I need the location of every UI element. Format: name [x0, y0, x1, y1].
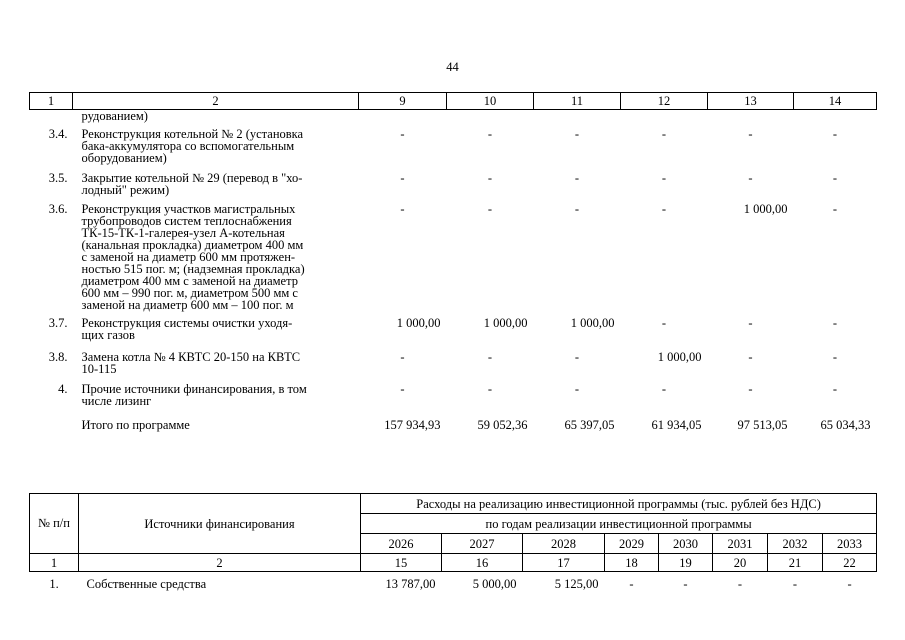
- column-index-cell: 19: [659, 554, 713, 572]
- value-cell: -: [832, 382, 838, 396]
- row-number: 3.5.: [48, 171, 68, 185]
- table-row: [30, 122, 877, 164]
- value-cell: -: [661, 316, 667, 330]
- year-header: 2030: [659, 534, 713, 554]
- value-cell: -: [748, 382, 753, 396]
- description-line: Реконструкция системы очистки уходя-: [81, 316, 293, 330]
- description-line: Прочие источники финансирования, в том: [81, 382, 307, 396]
- value-cell: 1 000,00: [396, 316, 441, 330]
- value-cell: 97 513,05: [737, 418, 788, 432]
- row-number: 3.7.: [48, 316, 68, 330]
- description-line: трубопроводов систем теплоснабжения: [81, 214, 292, 228]
- description-line: числе лизинг: [81, 394, 152, 408]
- description-line: Реконструкция котельной № 2 (установка: [81, 127, 304, 141]
- value-cell: -: [748, 171, 753, 185]
- column-index-cell: 11: [534, 93, 621, 110]
- empty-cell: [359, 110, 877, 123]
- investment-table-continued: [29, 92, 877, 431]
- value-cell: 13 787,00: [385, 577, 436, 591]
- header-row: [30, 494, 877, 514]
- value-cell: -: [661, 382, 667, 396]
- value-cell: -: [487, 127, 493, 141]
- column-header-source: Источники финансирования: [79, 494, 361, 554]
- value-cell: -: [748, 127, 753, 141]
- value-cell: 65 034,33: [820, 418, 871, 432]
- description-line: щих газов: [81, 328, 135, 342]
- description-line: ностью 515 пог. м; (надземная прокладка): [81, 262, 305, 276]
- value-cell: -: [683, 577, 688, 591]
- column-index-cell: 21: [768, 554, 823, 572]
- column-index-cell: 12: [621, 93, 708, 110]
- description-line: Реконструкция участков магистральных: [81, 202, 296, 216]
- group-header: Расходы на реализацию инвестиционной программы (тыс. рублей без НДС): [361, 494, 877, 514]
- description-line: Замена котла № 4 КВТС 20-150 на КВТС: [81, 350, 301, 364]
- value-cell: -: [748, 350, 753, 364]
- value-cell: -: [661, 171, 667, 185]
- table-row: [30, 164, 877, 196]
- value-cell: 5 125,00: [554, 577, 599, 591]
- row-description: Собственные средства: [86, 577, 207, 591]
- table-row: [30, 572, 877, 591]
- value-cell: 157 934,93: [384, 418, 441, 432]
- value-cell: -: [487, 202, 493, 216]
- row-description: [73, 196, 359, 311]
- value-cell: -: [400, 202, 405, 216]
- row-description: [73, 164, 359, 196]
- value-cell: -: [832, 316, 838, 330]
- table-row: [30, 407, 877, 431]
- year-header: 2032: [768, 534, 823, 554]
- row-number: [30, 407, 73, 431]
- value-cell: -: [737, 577, 743, 591]
- value-cell: -: [400, 127, 405, 141]
- value-cell: -: [400, 350, 405, 364]
- value-cell: -: [832, 350, 838, 364]
- column-index-cell: 17: [523, 554, 605, 572]
- row-description: [73, 122, 359, 164]
- value-cell: -: [629, 577, 634, 591]
- description-line: 600 мм – 990 пог. м, диаметром 500 мм с: [81, 286, 298, 300]
- value-cell: -: [400, 382, 405, 396]
- row-number: 4.: [58, 382, 68, 396]
- description-line: 10-115: [81, 362, 117, 376]
- year-header: 2031: [713, 534, 768, 554]
- row-description: [73, 375, 359, 407]
- column-index-cell: 18: [605, 554, 659, 572]
- description-line: (канальная прокладка) диаметром 400 мм: [81, 238, 304, 252]
- value-cell: -: [487, 171, 493, 185]
- column-index-cell: 20: [713, 554, 768, 572]
- row-number: 3.4.: [48, 127, 68, 141]
- page-number: 44: [446, 60, 459, 74]
- value-cell: 1 000,00: [570, 316, 615, 330]
- value-cell: 1 000,00: [657, 350, 702, 364]
- column-index-cell: 13: [708, 93, 794, 110]
- value-cell: -: [832, 202, 838, 216]
- value-cell: 1 000,00: [483, 316, 528, 330]
- row-number: 3.6.: [48, 202, 68, 216]
- value-cell: -: [832, 127, 838, 141]
- value-cell: 1 000,00: [743, 202, 788, 216]
- column-index-cell: 2: [79, 554, 361, 572]
- year-header: 2028: [523, 534, 605, 554]
- year-header: 2026: [361, 534, 442, 554]
- column-index-cell: 9: [359, 93, 447, 110]
- year-header: 2029: [605, 534, 659, 554]
- column-index-cell: 1: [30, 93, 73, 110]
- description-line: Закрытие котельной № 29 (перевод в "хо-: [81, 171, 303, 185]
- value-cell: -: [574, 382, 580, 396]
- row-description: [73, 407, 359, 431]
- value-cell: -: [792, 577, 798, 591]
- description-line: ТК-15-ТК-1-галерея-узел А-котельная: [81, 226, 285, 240]
- column-index-cell: 2: [73, 93, 359, 110]
- header-row: [30, 93, 877, 110]
- row-number: 3.8.: [48, 350, 68, 364]
- column-header-number: № п/п: [30, 494, 79, 554]
- value-cell: 59 052,36: [477, 418, 528, 432]
- value-cell: -: [574, 171, 580, 185]
- row-description: [73, 311, 359, 341]
- subgroup-header: по годам реализации инвестиционной программы: [361, 514, 877, 534]
- column-index-cell: 15: [361, 554, 442, 572]
- column-index-cell: 22: [823, 554, 877, 572]
- row-description: [73, 341, 359, 375]
- year-header: 2027: [442, 534, 523, 554]
- table-row: [30, 341, 877, 375]
- column-index-cell: 14: [794, 93, 877, 110]
- value-cell: 65 397,05: [564, 418, 615, 432]
- value-cell: -: [400, 171, 405, 185]
- description-line: заменой на диаметр 600 мм – 100 пог. м: [81, 298, 294, 312]
- continuation-text: рудованием): [81, 109, 148, 123]
- description-line: лодный" режим): [81, 183, 170, 197]
- description-line: бака-аккумулятора со вспомогательным: [81, 139, 295, 153]
- description-line: диаметром 400 мм с заменой на диаметр: [81, 274, 298, 288]
- column-index-cell: 16: [442, 554, 523, 572]
- column-index-cell: 1: [30, 554, 79, 572]
- financing-sources-table: [29, 493, 877, 590]
- description-line: с заменой на диаметр 600 мм протяжен-: [81, 250, 296, 264]
- value-cell: -: [574, 202, 580, 216]
- value-cell: 5 000,00: [472, 577, 517, 591]
- description-line: Итого по программе: [81, 418, 190, 432]
- row-number: [30, 110, 73, 123]
- value-cell: -: [748, 316, 753, 330]
- column-index-cell: 10: [447, 93, 534, 110]
- table-row: [30, 375, 877, 407]
- index-row: [30, 554, 877, 572]
- value-cell: -: [487, 382, 493, 396]
- value-cell: -: [661, 202, 667, 216]
- table-row: [30, 311, 877, 341]
- row-number: 1.: [49, 577, 59, 591]
- table-row: [30, 196, 877, 311]
- value-cell: -: [574, 127, 580, 141]
- value-cell: -: [574, 350, 580, 364]
- year-header: 2033: [823, 534, 877, 554]
- continuation-row: [30, 110, 877, 123]
- value-cell: -: [847, 577, 852, 591]
- description-line: оборудованием): [81, 151, 167, 165]
- value-cell: 61 934,05: [651, 418, 702, 432]
- value-cell: -: [832, 171, 838, 185]
- value-cell: -: [661, 127, 667, 141]
- value-cell: -: [487, 350, 493, 364]
